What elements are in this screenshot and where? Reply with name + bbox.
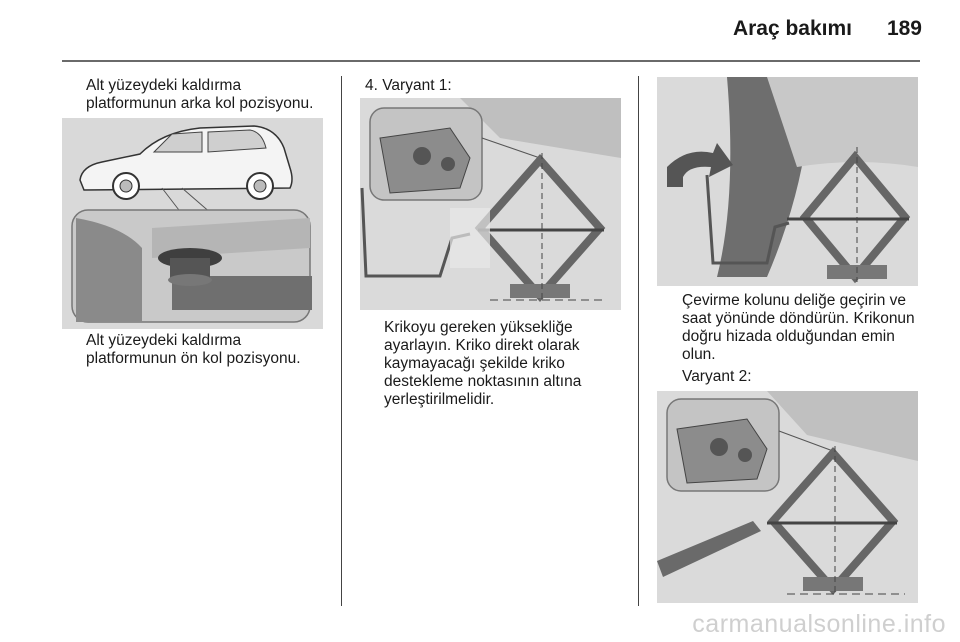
lift-rear-caption: Alt yüzeydeki kaldırma platformunun arka kol pozisyonu. xyxy=(86,77,314,112)
lift-platform-illustration xyxy=(62,118,323,329)
lift-front-caption: Alt yüzeydeki kaldırma platformunun ön kol pozisyonu. xyxy=(86,332,301,367)
watermark: carmanualsonline.info xyxy=(692,610,946,638)
step-4-instruction: Krikoyu gereken yüksekliğe ayarlayın. Kriko direkt olarak kaymayacağı şekilde kriko destekleme noktasının altına yerleştirilmelidir. xyxy=(384,319,582,408)
crank-instruction: Çevirme kolunu deliğe geçirin ve saat yönünde döndürün. Krikonun doğru hizada olduğundan emin olun. xyxy=(682,292,915,363)
step-4-heading: 4. Varyant 1: xyxy=(365,77,452,94)
column-divider-2 xyxy=(638,76,639,606)
column-divider-1 xyxy=(341,76,342,606)
page-number: 189 xyxy=(886,17,922,40)
jack-variant1-figure xyxy=(360,98,621,310)
header-divider xyxy=(62,60,920,62)
lift-platform-figure xyxy=(62,118,323,329)
jack-variant2-figure xyxy=(657,391,918,603)
jack-crank-illustration xyxy=(657,77,918,286)
jack-variant2-illustration xyxy=(657,391,918,603)
jack-variant1-illustration xyxy=(360,98,621,310)
jack-crank-figure xyxy=(657,77,918,286)
variant-2-heading: Varyant 2: xyxy=(682,368,752,385)
section-title: Araç bakımı xyxy=(732,17,852,40)
